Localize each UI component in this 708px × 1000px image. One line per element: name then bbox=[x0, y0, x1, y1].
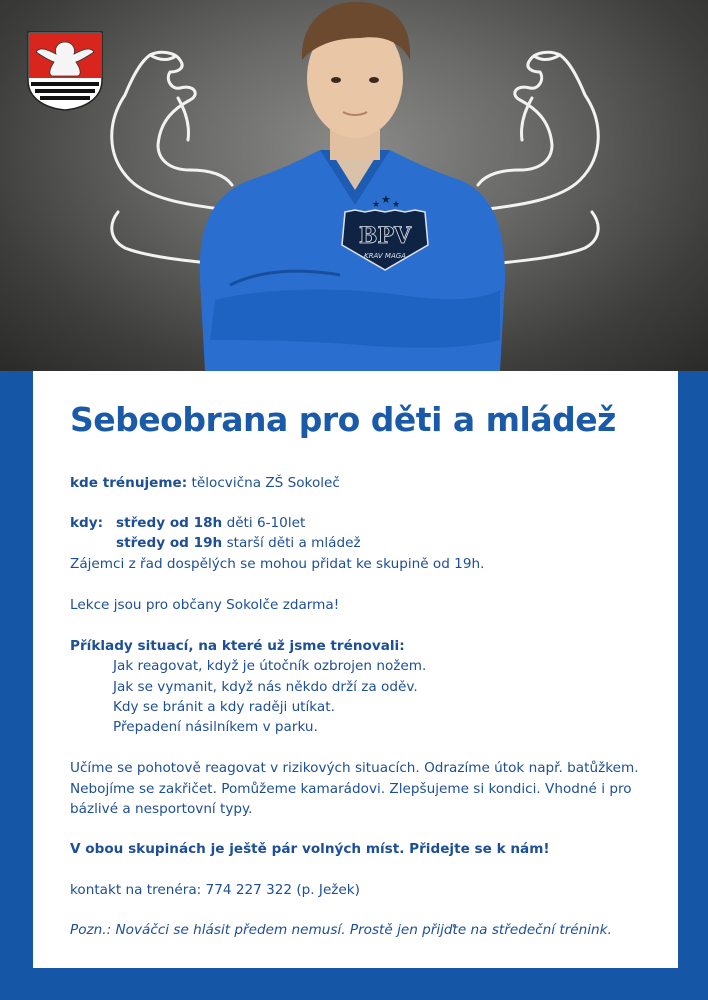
location-label: kde trénujeme: bbox=[70, 475, 188, 491]
schedule-label: kdy: bbox=[70, 515, 104, 531]
schedule-time: středy od 19h bbox=[116, 535, 223, 551]
location-line bbox=[70, 473, 340, 493]
svg-text:★: ★ bbox=[392, 200, 401, 210]
svg-text:KRAV MAGA: KRAV MAGA bbox=[364, 252, 406, 260]
description-line: Učíme se pohotově reagovat v rizikových situacích. Odrazíme útok např. batůžkem. bbox=[70, 760, 639, 776]
examples-heading: Příklady situací, na které už jsme trénovali: bbox=[70, 638, 405, 654]
coat-of-arms bbox=[26, 30, 104, 112]
svg-text:★: ★ bbox=[372, 200, 381, 210]
hero-photo bbox=[0, 0, 708, 371]
footnote: Pozn.: Nováčci se hlásit předem nemusí. Prostě jen přijďte na středeční trénink. bbox=[70, 922, 612, 938]
example-item: Kdy se bránit a kdy raději utíkat. bbox=[113, 699, 335, 715]
contact-info: kontakt na trenéra: 774 227 322 (p. Ježek) bbox=[70, 882, 360, 898]
call-to-action: V obou skupinách je ještě pár volných míst. Přidejte se k nám! bbox=[70, 841, 550, 857]
example-item: Jak se vymanit, když nás někdo drží za oděv. bbox=[113, 679, 418, 695]
example-item: Jak reagovat, když je útočník ozbrojen nožem. bbox=[113, 658, 427, 674]
svg-text:BPV: BPV bbox=[358, 223, 412, 249]
location-value: tělocvična ZŠ Sokoleč bbox=[191, 475, 340, 491]
schedule-row bbox=[116, 533, 361, 553]
svg-text:★: ★ bbox=[381, 193, 391, 206]
description-line: bázlivé a nesportovní typy. bbox=[70, 801, 253, 817]
schedule-time: středy od 18h bbox=[116, 515, 223, 531]
description-line: Nebojíme se zakřičet. Pomůžeme kamarádovi. Zlepšujeme si kondici. Vhodné i pro bbox=[70, 781, 632, 797]
schedule-group: starší děti a mládež bbox=[226, 535, 361, 551]
boy-illustration bbox=[0, 0, 708, 371]
example-item: Přepadení násilníkem v parku. bbox=[113, 719, 318, 735]
schedule-row bbox=[116, 513, 305, 533]
page-title: Sebeobrana pro děti a mládež bbox=[70, 400, 616, 439]
adults-note: Zájemci z řad dospělých se mohou přidat ke skupině od 19h. bbox=[70, 556, 485, 572]
free-note: Lekce jsou pro občany Sokolče zdarma! bbox=[70, 597, 340, 613]
schedule-group: děti 6-10let bbox=[226, 515, 306, 531]
